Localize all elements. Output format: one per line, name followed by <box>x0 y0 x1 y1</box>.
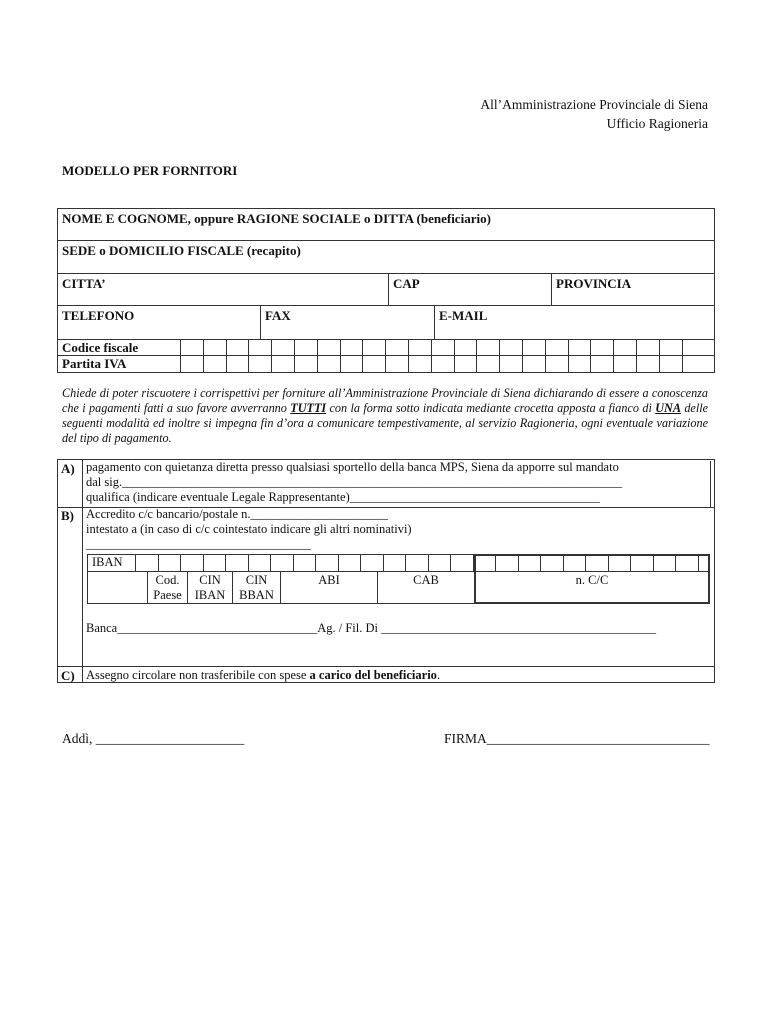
tax-grid-divider <box>385 339 386 372</box>
option-a-line3: qualifica (indicare eventuale Legale Rappresentante)________________________________________ <box>86 490 600 504</box>
tax-grid-divider <box>568 339 569 372</box>
email-field[interactable]: E-MAIL <box>439 308 488 323</box>
bank-branch-line[interactable]: Banca________________________________Ag. / Fil. Di ____________________________________________ <box>86 621 657 635</box>
option-a-line2: dal sig.________________________________________________________________________________ <box>86 475 623 489</box>
city-field[interactable]: CITTA’ <box>62 276 106 291</box>
name-field[interactable]: NOME E COGNOME, oppure RAGIONE SOCIALE o DITTA (beneficiario) <box>62 211 491 226</box>
cap-field[interactable]: CAP <box>393 276 420 291</box>
iban-cell-divider <box>248 554 249 571</box>
iban-cell-divider <box>270 554 271 571</box>
tax-code-field[interactable]: Codice fiscale <box>62 340 139 355</box>
tax-grid-divider <box>545 339 546 372</box>
tax-grid-divider <box>317 339 318 372</box>
option-b-line2: intestato a (in caso di c/c cointestato indicare gli altri nominativi) <box>86 522 412 536</box>
una-emphasis: UNA <box>655 401 681 415</box>
iban-cell-divider <box>225 554 226 571</box>
address-field[interactable]: SEDE o DOMICILIO FISCALE (recapito) <box>62 243 301 258</box>
tax-grid-divider <box>522 339 523 372</box>
tax-grid-divider <box>659 339 660 372</box>
tax-grid-divider <box>682 339 683 372</box>
recipient-block <box>480 95 708 133</box>
option-c-label[interactable]: C) <box>61 668 75 683</box>
iban-cell-divider <box>180 554 181 571</box>
declaration-paragraph: Chiede di poter riscuotere i corrispettivi per forniture all’Amministrazione Provinciale di Siena dichiarando di essere a conoscenza che i pagamenti fatti a suo favore avverranno TUTTI con la forma sotto indicata mediante crocetta apposta a fianco di UNA delle seguenti modalità ed inoltre si impegna fin d’ora a comunicare tempestivamente, al servizio Ragioneria, ogni eventuale variazione del tipo di pagamento. <box>62 386 709 445</box>
tax-grid-divider <box>476 339 477 372</box>
tax-grid-divider <box>271 339 272 372</box>
fax-field[interactable]: FAX <box>265 308 291 323</box>
tax-grid-divider <box>294 339 295 372</box>
date-line[interactable]: Addì, ______________________ <box>62 731 245 746</box>
tax-grid-divider <box>590 339 591 372</box>
recipient-line1: All’Amministrazione Provinciale di Siena <box>480 97 708 112</box>
vat-field[interactable]: Partita IVA <box>62 356 127 371</box>
phone-field[interactable]: TELEFONO <box>62 308 135 323</box>
option-b-line1: Accredito c/c bancario/postale n.______________________ <box>86 507 389 521</box>
iban-cell-divider <box>338 554 339 571</box>
province-field[interactable]: PROVINCIA <box>556 276 632 291</box>
abi-label: ABI <box>318 573 340 587</box>
account-number-label: n. C/C <box>575 573 609 587</box>
iban-cell-divider <box>203 554 204 571</box>
iban-cell-divider <box>450 554 451 571</box>
recipient-line2: Ufficio Ragioneria <box>606 116 708 131</box>
tax-grid-divider <box>203 339 204 372</box>
option-a-line1: pagamento con quietanza diretta presso qualsiasi sportello della banca MPS, Siena da apporre sul mandato <box>86 460 619 474</box>
cin-iban-label: CIN IBAN <box>194 573 226 602</box>
tax-grid-divider <box>180 339 181 372</box>
option-b-line3: ____________________________________ <box>86 537 311 551</box>
iban-cell-divider <box>428 554 429 571</box>
iban-cell-divider <box>315 554 316 571</box>
option-a-label[interactable]: A) <box>61 461 75 476</box>
tax-grid-divider <box>408 339 409 372</box>
iban-cell-divider <box>135 554 136 571</box>
iban-cell-divider <box>293 554 294 571</box>
tax-grid-divider <box>499 339 500 372</box>
tax-grid-divider <box>636 339 637 372</box>
tax-grid-divider <box>362 339 363 372</box>
signature-line[interactable]: FIRMA_________________________________ <box>444 731 710 746</box>
tax-grid-divider <box>340 339 341 372</box>
cin-bban-label: CIN BBAN <box>239 573 274 602</box>
cab-label: CAB <box>413 573 439 587</box>
cod-paese-label: Cod. Paese <box>153 573 182 602</box>
iban-label: IBAN <box>92 555 123 569</box>
tax-grid-divider <box>248 339 249 372</box>
option-b-label[interactable]: B) <box>61 508 74 523</box>
iban-cell-divider <box>405 554 406 571</box>
form-title: MODELLO PER FORNITORI <box>62 163 238 178</box>
tax-grid-divider <box>613 339 614 372</box>
tax-grid-divider <box>431 339 432 372</box>
tutti-emphasis: TUTTI <box>290 401 327 415</box>
iban-cell-divider <box>360 554 361 571</box>
iban-cell-divider <box>383 554 384 571</box>
option-c-text: Assegno circolare non trasferibile con spese a carico del beneficiario. <box>86 668 441 682</box>
iban-cell-divider <box>158 554 159 571</box>
tax-grid-divider <box>226 339 227 372</box>
tax-grid-divider <box>454 339 455 372</box>
